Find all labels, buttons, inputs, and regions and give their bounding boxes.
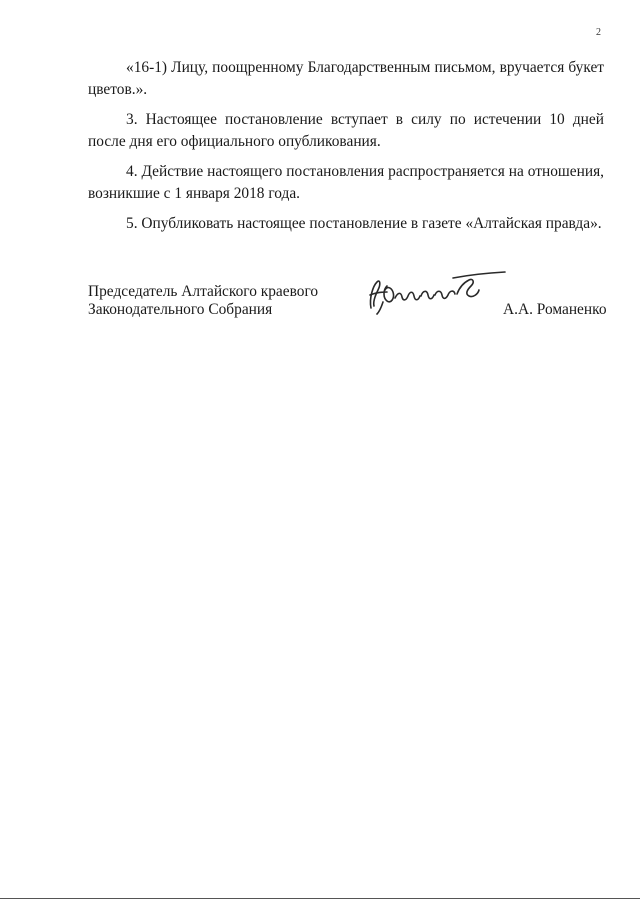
paragraph-publication: 5. Опубликовать настоящее постановление в газете «Алтайская правда». — [126, 215, 602, 232]
paragraph-entry-into-force: 3. Настоящее постановление вступает в силу по истечении 10 дней после дня его официального опубликования. — [88, 111, 604, 150]
footer-divider — [0, 898, 640, 899]
signatory-title-line-2: Законодательного Собрания — [88, 301, 273, 318]
handwritten-signature — [365, 268, 510, 318]
signatory-title-line-1: Председатель Алтайского краевого — [88, 283, 319, 300]
signatory-title — [88, 283, 318, 319]
page-number: 2 — [596, 27, 601, 38]
signer-name: А.А. Романенко — [503, 301, 607, 318]
paragraph-retroactive-effect: 4. Действие настоящего постановления распространяется на отношения, возникшие с 1 января 2018 года. — [88, 163, 604, 202]
paragraph-flowers: «16-1) Лицу, поощренному Благодарственным письмом, вручается букет цветов.». — [88, 59, 604, 98]
